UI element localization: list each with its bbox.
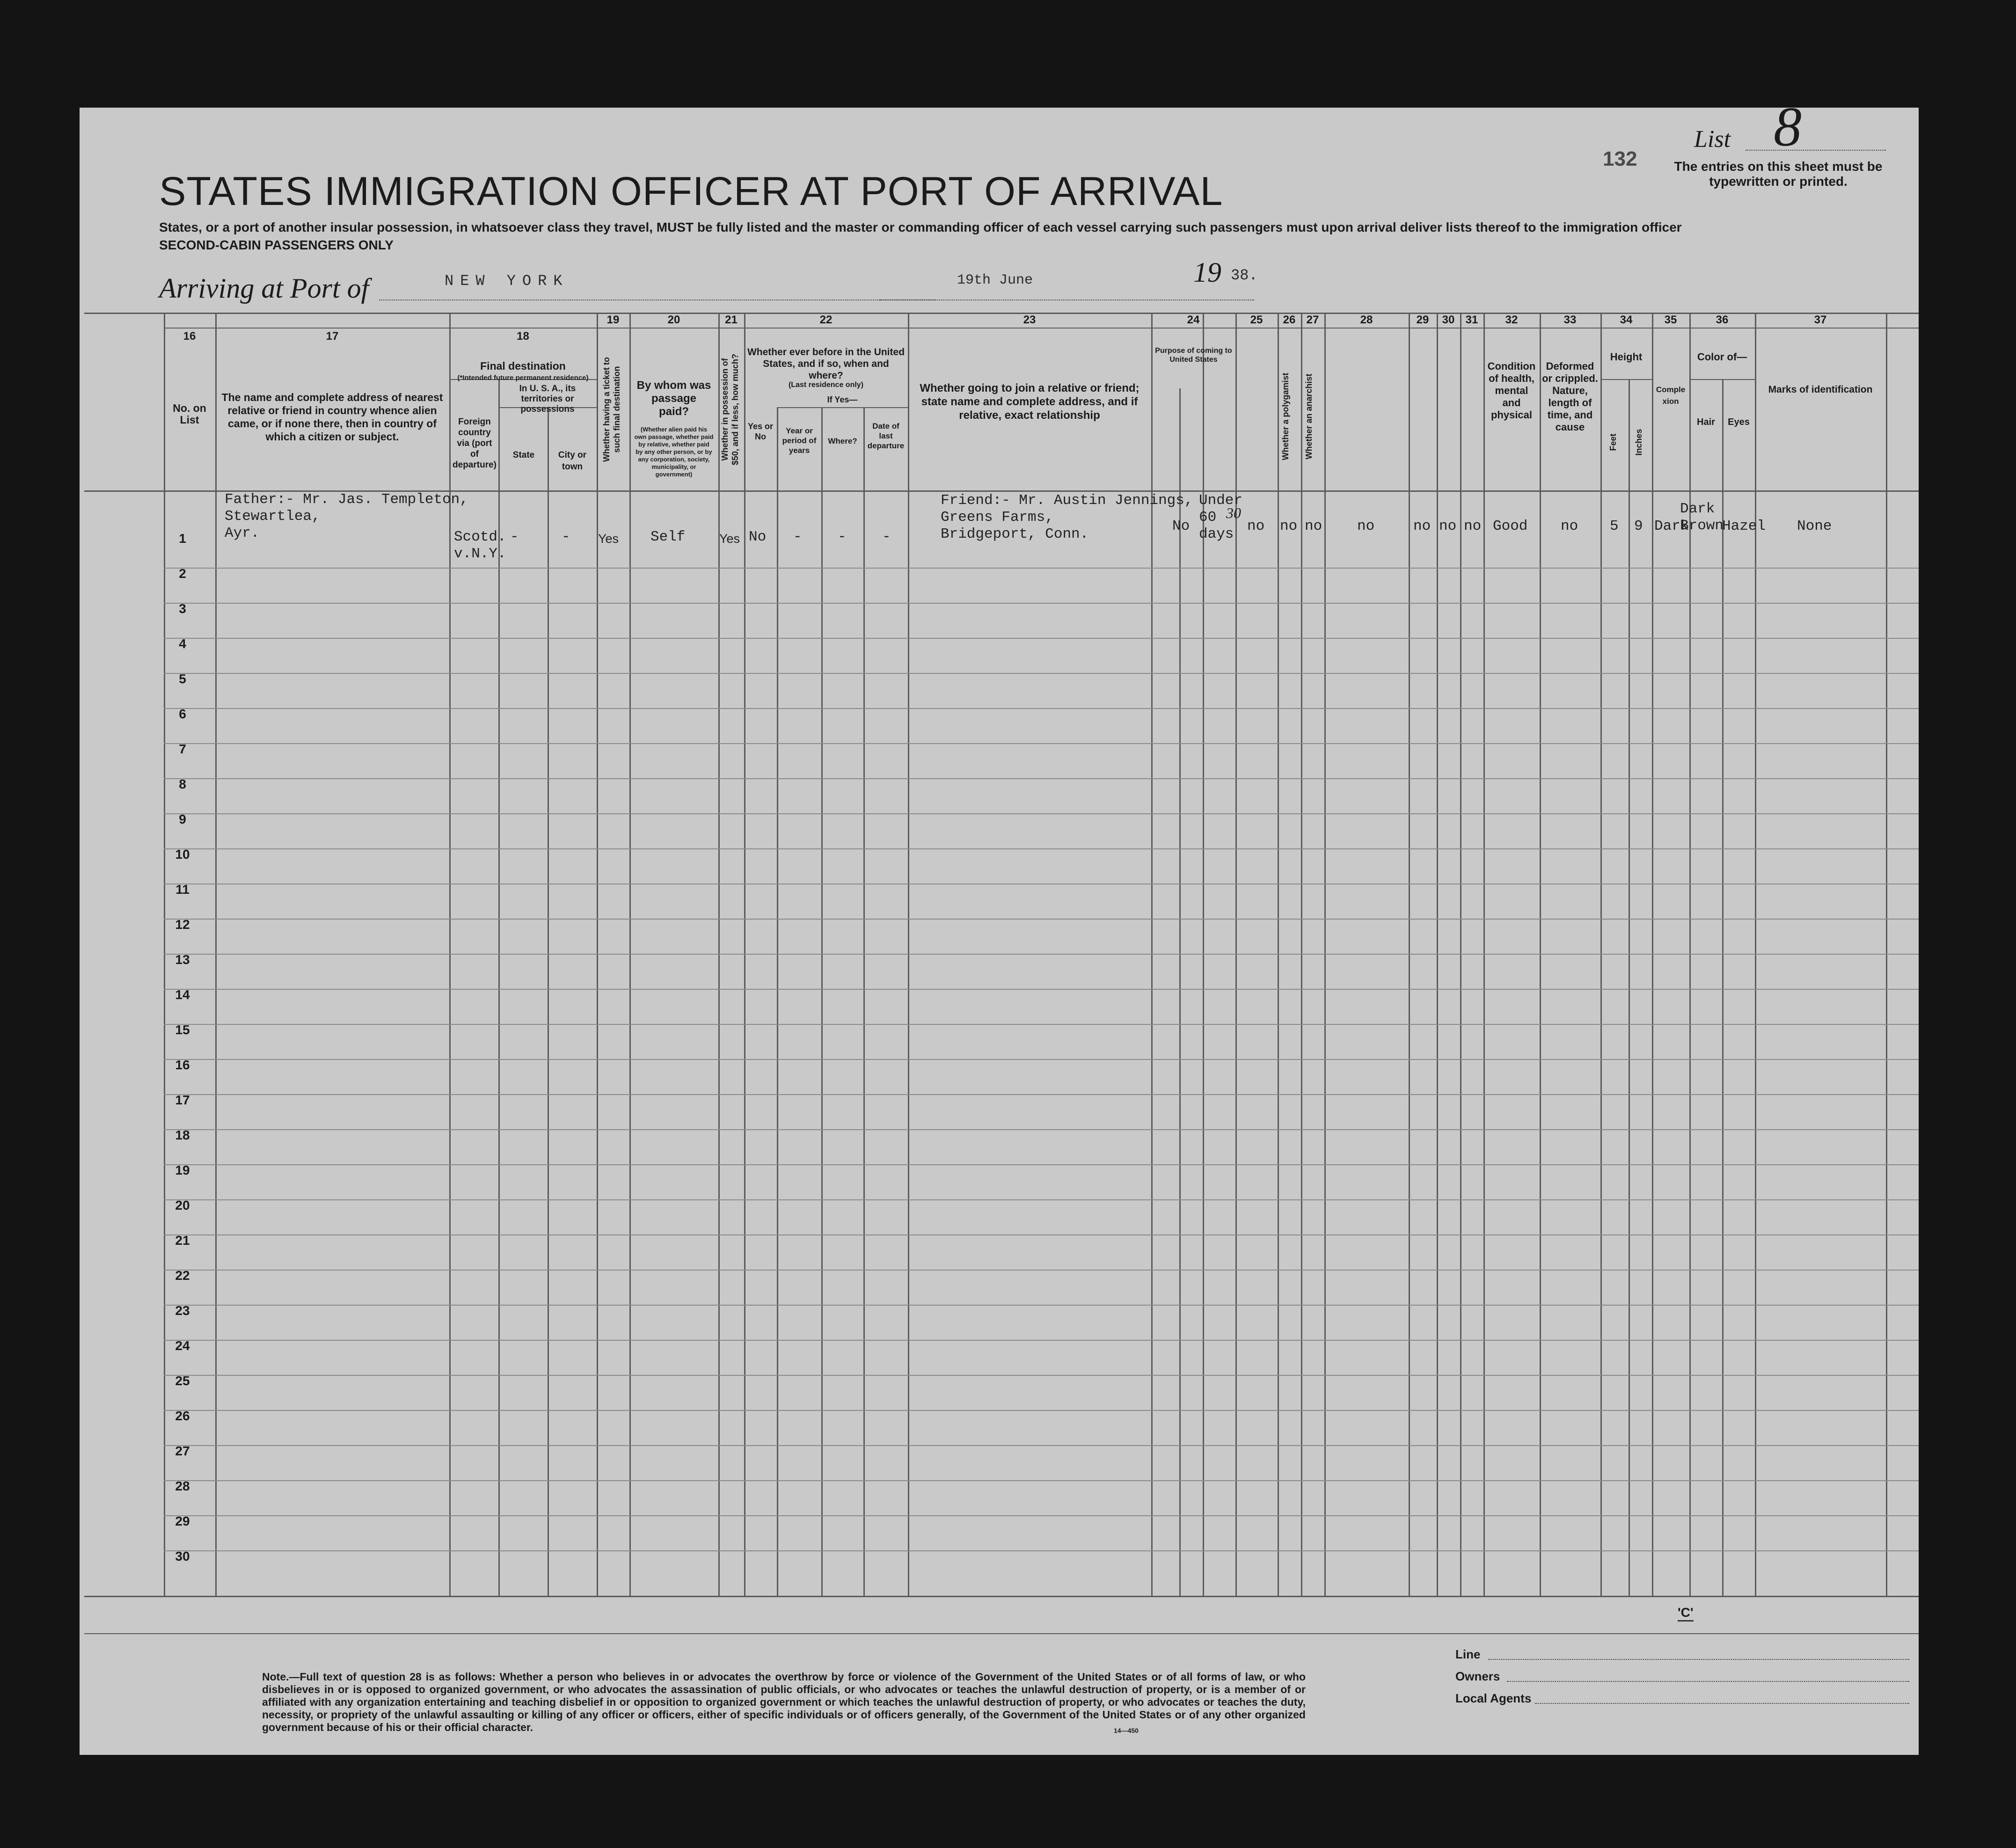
entry-before-in-us: No <box>749 529 767 545</box>
header-color-of: Color of— <box>1697 351 1747 363</box>
column-number-20: 20 <box>667 314 680 326</box>
row-number: 22 <box>175 1268 190 1283</box>
entry-nearest-relative: Father:- Mr. Jas. Templeton, Stewartlea, Ayr. <box>225 491 468 541</box>
row-rule <box>164 1059 1919 1060</box>
owners-label: Owners <box>1455 1669 1500 1683</box>
arriving-label: Arriving at Port of <box>159 273 369 304</box>
manifest-sheet <box>80 95 1919 1755</box>
col-divider <box>1629 379 1630 1596</box>
row-rule <box>164 778 1919 779</box>
column-number-19: 19 <box>606 314 620 326</box>
page-number: 132 <box>1603 147 1637 170</box>
header-passage-paid-note: (Whether alien paid his own passage, whether paid by relative, whether paid by any other person, or by any corporation, society, municipality, or government) <box>634 426 714 478</box>
row-rule <box>164 1234 1919 1235</box>
entry-marks: None <box>1797 518 1832 534</box>
column-number-26: 26 <box>1283 314 1296 326</box>
row-rule <box>164 673 1919 674</box>
row-number: 15 <box>175 1023 190 1037</box>
column-number-16: 16 <box>183 330 196 343</box>
column-number-31: 31 <box>1465 314 1478 326</box>
entry-year: - <box>793 529 802 545</box>
row-number: 24 <box>175 1338 190 1353</box>
page-subtitle: States, or a port of another insular possession, in whatsoever class they travel, MUST be fully listed and the master or commanding officer of each vessel carrying such passengers must upon arrival deliver lists thereof to the immigration officer <box>159 220 1682 234</box>
question-28-note: Note.—Full text of question 28 is as follows: Whether a person who believes in or advocates the overthrow by force or violence of the Government of the United States or of all forms of law, or who disbelieves in or is opposed to organized government, or who advocates the assassination of public officials, or who advocates or teaches the unlawful destruction of property, or is a member of or affiliated with any organization entertaining and teaching disbelief in or opposition to organized government or which teaches the unlawful destruction of property, or who advocates or teaches the duty, necessity, or propriety of the unlawful assaulting or killing of any officer or officers, either of specific individuals or of officers generally, of the Government of the United States or of any other organized government because of his or their official character. <box>262 1671 1306 1733</box>
stamp-mark: 'C' <box>1678 1605 1694 1622</box>
row-number: 2 <box>179 566 186 581</box>
year-suffix: 38. <box>1231 267 1258 284</box>
column-number-30: 30 <box>1442 314 1455 326</box>
row-number: 27 <box>175 1444 190 1458</box>
header-hair: Hair <box>1697 417 1715 427</box>
page-title: STATES IMMIGRATION OFFICER AT PORT OF ARRIVAL <box>159 169 1223 214</box>
row-number: 25 <box>175 1373 190 1388</box>
entry-hair: Dark Brown <box>1680 501 1724 534</box>
header-fifty-dollars: Whether in possession of $50, and if less, how much? <box>720 353 740 466</box>
row-rule <box>164 1410 1919 1411</box>
row-number: 12 <box>175 917 190 932</box>
col-divider <box>777 407 778 1596</box>
entry-q31: no <box>1464 518 1482 534</box>
row-rule <box>164 1094 1919 1095</box>
entry-q26: no <box>1280 518 1298 534</box>
row-rule <box>164 638 1919 639</box>
entry-deformed: no <box>1561 518 1578 534</box>
row-number: 23 <box>175 1303 190 1318</box>
local-agents-label: Local Agents <box>1455 1691 1532 1705</box>
col-divider <box>863 407 865 1596</box>
row-number: 17 <box>175 1093 190 1107</box>
row-number: 16 <box>175 1058 190 1072</box>
entry-inches: 9 <box>1634 518 1643 534</box>
entry-join-relative: Friend:- Mr. Austin Jennings, Greens Farms, Bridgeport, Conn. <box>941 492 1193 542</box>
table-bottom-border <box>84 1596 1919 1597</box>
header-foreign-country: Foreign country via (port of departure) <box>453 417 497 470</box>
column-number-33: 33 <box>1563 314 1577 326</box>
row-rule <box>164 568 1919 569</box>
row-number: 4 <box>179 636 186 651</box>
header-eyes: Eyes <box>1728 417 1750 427</box>
header-join-relative: Whether going to join a relative or friend; state name and complete address, and if relative, exact relationship <box>920 382 1139 422</box>
column-number-37: 37 <box>1814 314 1827 326</box>
header-height: Height <box>1610 351 1643 363</box>
row-rule <box>164 989 1919 990</box>
row-number: 20 <box>175 1198 190 1213</box>
entry-health: Good <box>1493 518 1528 534</box>
row-number: 1 <box>179 531 186 546</box>
row-rule <box>164 1199 1919 1200</box>
row-rule <box>164 1445 1919 1446</box>
header-polygamist: Whether a polygamist <box>1281 373 1290 460</box>
column-number-32: 32 <box>1505 314 1518 326</box>
header-before-in-us-note: (Last residence only) <box>788 381 864 389</box>
header-ticket: Whether having a ticket to such final destination <box>602 357 621 462</box>
row-number: 14 <box>175 987 190 1002</box>
entry-complexion: Dark <box>1654 518 1689 534</box>
row-number: 3 <box>179 601 186 616</box>
column-number-28: 28 <box>1360 314 1373 326</box>
line-field <box>1488 1659 1909 1660</box>
row-rule <box>164 954 1919 955</box>
row-number: 30 <box>175 1549 190 1563</box>
row-rule <box>164 1340 1919 1341</box>
header-final-destination-note: (*Intended future permanent residence) <box>457 374 589 382</box>
entry-purpose-b: Under 60 days <box>1199 492 1243 542</box>
cabin-class: SECOND-CABIN PASSENGERS ONLY <box>159 238 394 252</box>
form-number: 14—450 <box>1114 1727 1139 1734</box>
year-prefix: 19 <box>1193 257 1221 288</box>
row-number: 28 <box>175 1479 190 1493</box>
row-number: 11 <box>175 882 190 897</box>
row-number: 19 <box>175 1163 190 1177</box>
date-value: 19th June <box>957 272 1033 288</box>
header-last-departure: Date of last departure <box>867 422 905 450</box>
header-passage-paid: By whom was passage paid? <box>636 379 711 418</box>
column-number-23: 23 <box>1023 314 1036 326</box>
row-rule <box>164 1164 1919 1165</box>
entry-fifty-dollars: Yes <box>719 532 740 546</box>
header-in-usa: In U. S. A., its territories or possessions <box>519 384 576 414</box>
typing-instruction: The entries on this sheet must be typewritten or printed. <box>1674 159 1883 189</box>
row-rule <box>164 1129 1919 1130</box>
column-number-35: 35 <box>1664 314 1677 326</box>
entry-eyes: Hazel <box>1722 518 1766 534</box>
entry-departure: - <box>882 529 891 545</box>
entry-q28: no <box>1357 518 1375 534</box>
row-number: 13 <box>175 952 190 967</box>
column-number-24: 24 <box>1187 314 1200 326</box>
entry-q25: no <box>1247 518 1265 534</box>
entry-q30: no <box>1439 518 1457 534</box>
header-anarchist: Whether an anarchist <box>1304 373 1314 460</box>
col-divider <box>1722 379 1724 1596</box>
entry-foreign-country: Scotd. v.N.Y. <box>454 529 506 562</box>
row-number: 26 <box>175 1409 190 1423</box>
col-divider <box>1179 388 1181 1596</box>
header-feet: Feet <box>1608 433 1618 451</box>
header-marks: Marks of identification <box>1768 384 1873 395</box>
row-number: 18 <box>175 1128 190 1142</box>
column-number-17: 17 <box>326 330 339 343</box>
entry-feet: 5 <box>1610 518 1619 534</box>
row-rule <box>164 708 1919 709</box>
row-rule <box>164 1375 1919 1376</box>
row-number: 5 <box>179 672 186 686</box>
header-state: State <box>512 450 535 460</box>
column-number-18: 18 <box>517 330 529 343</box>
column-number-25: 25 <box>1250 314 1263 326</box>
row-number: 21 <box>175 1233 190 1248</box>
entry-q29: no <box>1413 518 1431 534</box>
header-yes-or-no: Yes or No <box>747 422 774 441</box>
entry-passage-paid: Self <box>650 529 686 545</box>
column-number-34: 34 <box>1620 314 1633 326</box>
row-rule <box>164 813 1919 814</box>
date-line <box>880 299 1254 300</box>
header-nearest-relative: The name and complete address of nearest relative or friend in country whence alien came, or if none there, then in country of which a citizen or subject. <box>221 391 443 443</box>
header-health: Condition of health, mental and physical <box>1487 360 1536 421</box>
entry-ticket: Yes <box>598 532 619 546</box>
entry-where: - <box>838 529 847 545</box>
header-final-destination: Final destination <box>480 360 566 372</box>
header-subdivider <box>777 407 908 408</box>
entry-purpose-c: 30 <box>1226 504 1241 521</box>
header-if-yes: If Yes— <box>827 395 858 404</box>
row-rule <box>164 1480 1919 1481</box>
line-label: Line <box>1455 1647 1481 1661</box>
column-number-21: 21 <box>725 314 738 326</box>
header-city-or-town: City or town <box>558 450 587 472</box>
col-divider <box>821 407 823 1596</box>
row-number: 6 <box>179 707 186 721</box>
row-number: 29 <box>175 1514 190 1528</box>
header-complexion: Complexion <box>1656 385 1686 406</box>
column-number-29: 29 <box>1416 314 1429 326</box>
owners-field <box>1507 1681 1909 1682</box>
header-inches: Inches <box>1634 429 1643 456</box>
row-number: 7 <box>179 742 186 756</box>
header-subdivider <box>1600 379 1652 380</box>
list-label: List <box>1694 126 1731 153</box>
footer-rule <box>84 1633 1919 1634</box>
row-rule <box>164 1550 1919 1551</box>
header-deformed: Deformed or crippled. Nature, length of time, and cause <box>1542 360 1598 433</box>
header-where: Where? <box>828 437 857 446</box>
row-rule <box>164 1270 1919 1271</box>
row-rule <box>164 919 1919 920</box>
entry-state: - <box>510 529 519 545</box>
header-subdivider <box>1689 379 1755 380</box>
row-rule <box>164 848 1919 849</box>
entry-city: - <box>562 529 570 545</box>
column-number-divider <box>164 328 1919 329</box>
row-number: 9 <box>179 812 186 826</box>
header-no-on-list: No. on List <box>173 402 206 426</box>
header-purpose: Purpose of coming to United States <box>1155 347 1232 364</box>
port-value: NEW YORK <box>445 272 569 290</box>
column-number-36: 36 <box>1716 314 1729 326</box>
list-number: 8 <box>1774 95 1802 158</box>
port-line <box>379 299 936 300</box>
row-number: 10 <box>175 847 190 862</box>
row-rule <box>164 1024 1919 1025</box>
row-number: 8 <box>179 777 186 791</box>
list-underline <box>1746 150 1886 151</box>
col-divider <box>548 407 549 1596</box>
entry-q27: no <box>1305 518 1322 534</box>
local-agents-field <box>1535 1703 1909 1704</box>
column-number-27: 27 <box>1306 314 1319 326</box>
row-rule <box>164 1515 1919 1516</box>
column-number-22: 22 <box>819 314 833 326</box>
row-rule <box>164 603 1919 604</box>
entry-purpose-a: No <box>1172 518 1190 534</box>
row-rule <box>164 1305 1919 1306</box>
header-before-in-us: Whether ever before in the United States, and if so, when and where? <box>747 347 905 381</box>
row-rule <box>164 743 1919 744</box>
header-year-period: Year or period of years <box>782 426 817 455</box>
